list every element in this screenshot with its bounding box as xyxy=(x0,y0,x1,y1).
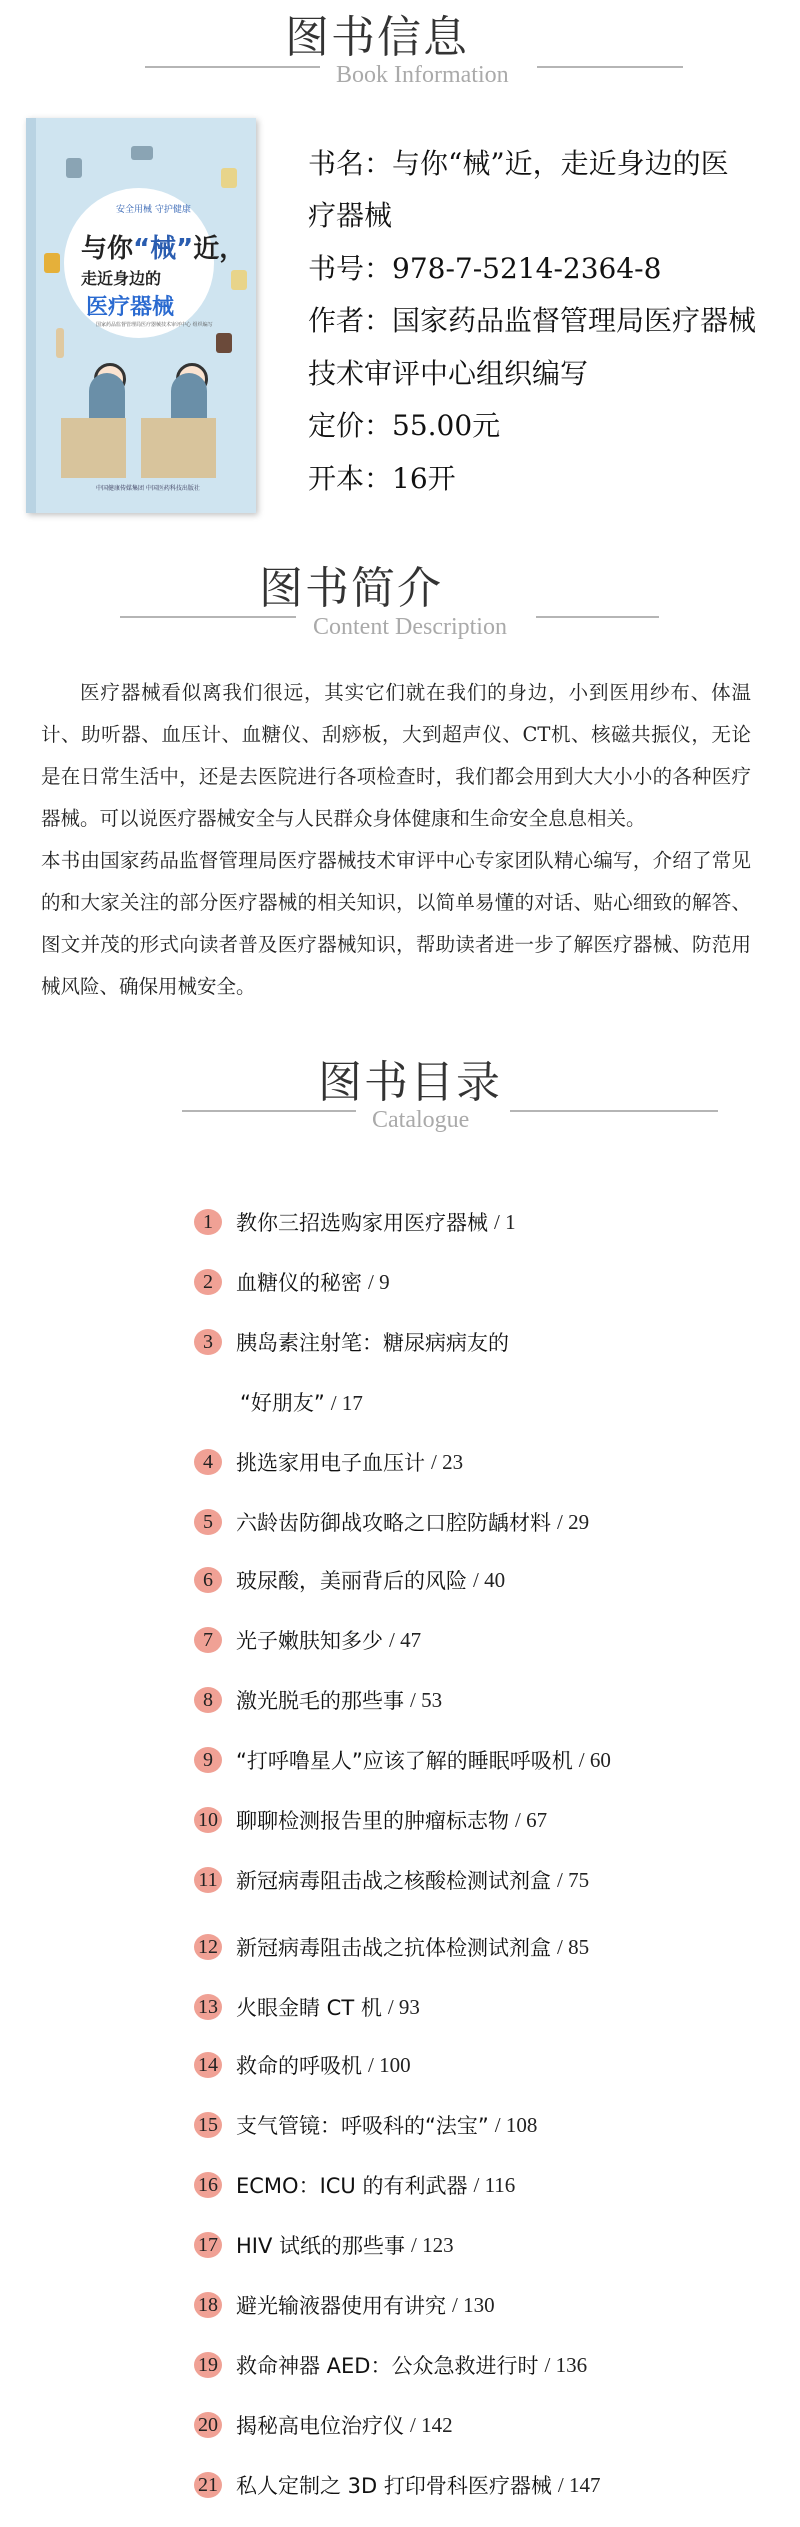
glucose-meter-icon xyxy=(231,270,247,290)
chapter-number-badge: 15 xyxy=(194,2112,222,2138)
section-subtitle: Book Information xyxy=(336,62,509,88)
chapter-number-badge: 17 xyxy=(194,2232,222,2258)
therapy-device-icon xyxy=(221,168,237,188)
section-title: 图书信息 xyxy=(285,12,469,63)
chapter-number-badge: 20 xyxy=(194,2412,222,2438)
description-paragraph: 医疗器械看似离我们很远，其实它们就在我们的身边，小到医用纱布、体温计、助听器、血压计、血糖仪、刮痧板，大到超声仪、CT机、核磁共振仪，无论是在日常生活中，还是去医院进行各项检查时，我们都会用到大大小小的各种医疗器械。可以说医疗器械安全与人民群众身体健康和生命安全息息相关。 xyxy=(41,681,751,830)
chapter-number-badge: 1 xyxy=(194,1209,222,1235)
chapter-page: / 142 xyxy=(410,2412,453,2437)
chapter-title-cont-text: “好朋友” xyxy=(240,1391,325,1415)
divider xyxy=(510,1110,718,1112)
toc-item xyxy=(194,1447,463,1477)
chapter-title: 私人定制之 3D 打印骨科医疗器械 xyxy=(236,2474,552,2498)
cover-title-line3: 医疗器械 xyxy=(86,295,175,320)
chapter-title: 聊聊检测报告里的肿瘤标志物 xyxy=(236,1809,509,1833)
chapter-number-badge: 12 xyxy=(194,1934,222,1960)
toc-item xyxy=(194,1327,509,1357)
chapter-number-badge: 16 xyxy=(194,2172,222,2198)
toc-item xyxy=(194,2170,515,2200)
ct-scanner-icon xyxy=(131,146,153,160)
toc-item xyxy=(194,2350,587,2380)
toc-item xyxy=(194,1267,390,1297)
info-title: 书名：与你“械”近，走近身边的医 xyxy=(308,147,729,180)
divider xyxy=(537,66,683,68)
chapter-page: / 9 xyxy=(368,1269,390,1294)
chapter-page: / 85 xyxy=(557,1934,590,1959)
toc-item xyxy=(194,1507,589,1537)
info-price: 定价：55.00元 xyxy=(308,409,501,442)
cover-title xyxy=(81,228,245,265)
cover-title-line2: 走近身边的 xyxy=(81,269,162,288)
chapter-page: / 60 xyxy=(578,1747,611,1772)
info-isbn: 书号：978-7-5214-2364-8 xyxy=(308,252,662,285)
chapter-title: 六龄齿防御战攻略之口腔防龋材料 xyxy=(236,1511,551,1535)
cover-title-c: 近， xyxy=(193,234,246,264)
chapter-page: / 53 xyxy=(410,1687,443,1712)
toc-item xyxy=(194,2230,454,2260)
chapter-title: 火眼金睛 CT 机 xyxy=(236,1996,382,2020)
info-format: 开本：16开 xyxy=(308,462,456,495)
info-title-cont: 疗器械 xyxy=(308,199,393,232)
chapter-number-badge: 9 xyxy=(194,1747,222,1773)
chapter-title: HIV 试纸的那些事 xyxy=(236,2234,406,2258)
blood-pressure-icon xyxy=(216,333,232,353)
info-author: 作者：国家药品监督管理局医疗器械 xyxy=(308,304,757,337)
chapter-number-badge: 8 xyxy=(194,1687,222,1713)
description-paragraph: 本书由国家药品监督管理局医疗器械技术审评中心专家团队精心编写，介绍了常见的和大家关注的部分医疗器械的相关知识，以简单易懂的对话、贴心细致的解答、图文并茂的形式向读者普及医疗器械知识，帮助读者进一步了解医疗器械、防范用械风险、确保用械安全。 xyxy=(41,849,751,998)
toc-item xyxy=(194,1685,442,1715)
section-title: 图书简介 xyxy=(259,563,443,614)
chapter-number-badge: 5 xyxy=(194,1509,222,1535)
chapter-title: “打呼噜星人”应该了解的睡眠呼吸机 xyxy=(236,1749,573,1773)
chapter-number-badge: 2 xyxy=(194,1269,222,1295)
chapter-number-badge: 7 xyxy=(194,1627,222,1653)
toc-item xyxy=(194,1565,505,1595)
toc-item xyxy=(194,1992,420,2022)
toc-item xyxy=(194,1745,611,1775)
chapter-page: / 67 xyxy=(515,1807,548,1832)
chapter-page: / 1 xyxy=(494,1209,516,1234)
toc-item xyxy=(194,1805,547,1835)
chapter-page: / 108 xyxy=(494,2112,538,2137)
divider xyxy=(536,616,659,618)
chapter-page: / 47 xyxy=(389,1627,422,1652)
chapter-number-badge: 19 xyxy=(194,2352,222,2378)
cover-desk xyxy=(141,418,216,478)
chapter-page: / 29 xyxy=(557,1509,590,1534)
cover-slogan: 安全用械 守护健康 xyxy=(116,205,191,215)
section-subtitle: Content Description xyxy=(313,614,507,640)
chapter-title: 教你三招选购家用医疗器械 xyxy=(236,1211,488,1235)
chapter-page: / 17 xyxy=(330,1391,363,1415)
chapter-title: 避光输液器使用有讲究 xyxy=(236,2294,446,2318)
chapter-title: 揭秘高电位治疗仪 xyxy=(236,2414,404,2438)
cover-spine xyxy=(26,118,36,513)
chapter-title: 新冠病毒阻击战之核酸检测试剂盒 xyxy=(236,1869,551,1893)
chapter-title: 救命的呼吸机 xyxy=(236,2054,362,2078)
chapter-title: 挑选家用电子血压计 xyxy=(236,1451,425,1475)
divider xyxy=(182,1110,356,1112)
chapter-page: / 75 xyxy=(557,1867,590,1892)
section-subtitle: Catalogue xyxy=(372,1107,470,1133)
chapter-page: / 147 xyxy=(557,2472,601,2497)
toc-item xyxy=(194,2110,537,2140)
toc-item xyxy=(194,1865,589,1895)
chapter-page: / 116 xyxy=(473,2172,516,2197)
chapter-title: 光子嫩肤知多少 xyxy=(236,1629,383,1653)
chapter-number-badge: 3 xyxy=(194,1329,222,1355)
chapter-page: / 123 xyxy=(411,2232,454,2257)
chapter-number-badge: 21 xyxy=(194,2472,222,2498)
chapter-page: / 100 xyxy=(368,2052,411,2077)
cover-author: 国家药品监督管理局医疗器械技术审评中心 组织编写 xyxy=(96,322,213,328)
chapter-page: / 40 xyxy=(473,1567,506,1592)
cover-title-a: 与你 xyxy=(81,234,134,264)
toc-item xyxy=(194,1932,589,1962)
toc-item xyxy=(194,1207,516,1237)
cover-boy-body xyxy=(171,373,207,423)
chapter-page: / 130 xyxy=(452,2292,495,2317)
toc-item xyxy=(194,1625,421,1655)
chapter-page: / 23 xyxy=(431,1449,464,1474)
section-title: 图书目录 xyxy=(318,1057,502,1108)
chapter-title: 新冠病毒阻击战之抗体检测试剂盒 xyxy=(236,1936,551,1960)
chapter-number-badge: 13 xyxy=(194,1994,222,2020)
chapter-title: 血糖仪的秘密 xyxy=(236,1271,362,1295)
insulin-pen-icon xyxy=(56,328,64,358)
chapter-number-badge: 11 xyxy=(194,1867,222,1893)
chapter-title: 胰岛素注射笔：糖尿病病友的 xyxy=(236,1331,509,1355)
chapter-number-badge: 18 xyxy=(194,2292,222,2318)
chapter-title: 激光脱毛的那些事 xyxy=(236,1689,404,1713)
cover-desk xyxy=(61,418,126,478)
info-author-cont: 技术审评中心组织编写 xyxy=(308,357,589,390)
cover-girl-body xyxy=(89,373,125,423)
cover-title-b: “械” xyxy=(133,234,194,264)
toc-item xyxy=(194,2290,495,2320)
toc-item xyxy=(194,2470,600,2500)
chapter-title: 救命神器 AED：公众急救进行时 xyxy=(236,2354,539,2378)
toc-item xyxy=(194,2050,411,2080)
chapter-number-badge: 4 xyxy=(194,1449,222,1475)
book-cover-image xyxy=(26,118,256,513)
description-text xyxy=(41,672,751,1008)
chapter-title: 玻尿酸，美丽背后的风险 xyxy=(236,1569,467,1593)
aed-icon xyxy=(44,253,60,273)
chapter-page: / 93 xyxy=(387,1994,420,2019)
divider xyxy=(120,616,296,618)
chapter-title: 支气管镜：呼吸科的“法宝” xyxy=(236,2114,489,2138)
chapter-title: ECMO：ICU 的有利武器 xyxy=(236,2174,468,2198)
ventilator-icon xyxy=(66,158,82,178)
divider xyxy=(145,66,320,68)
chapter-number-badge: 10 xyxy=(194,1807,222,1833)
chapter-number-badge: 6 xyxy=(194,1567,222,1593)
toc-item xyxy=(194,2410,453,2440)
chapter-title-continued xyxy=(240,1387,363,1417)
cover-publisher: 中国健康传媒集团 中国医药科技出版社 xyxy=(96,485,200,492)
chapter-number-badge: 14 xyxy=(194,2052,222,2078)
chapter-page: / 136 xyxy=(544,2352,588,2377)
